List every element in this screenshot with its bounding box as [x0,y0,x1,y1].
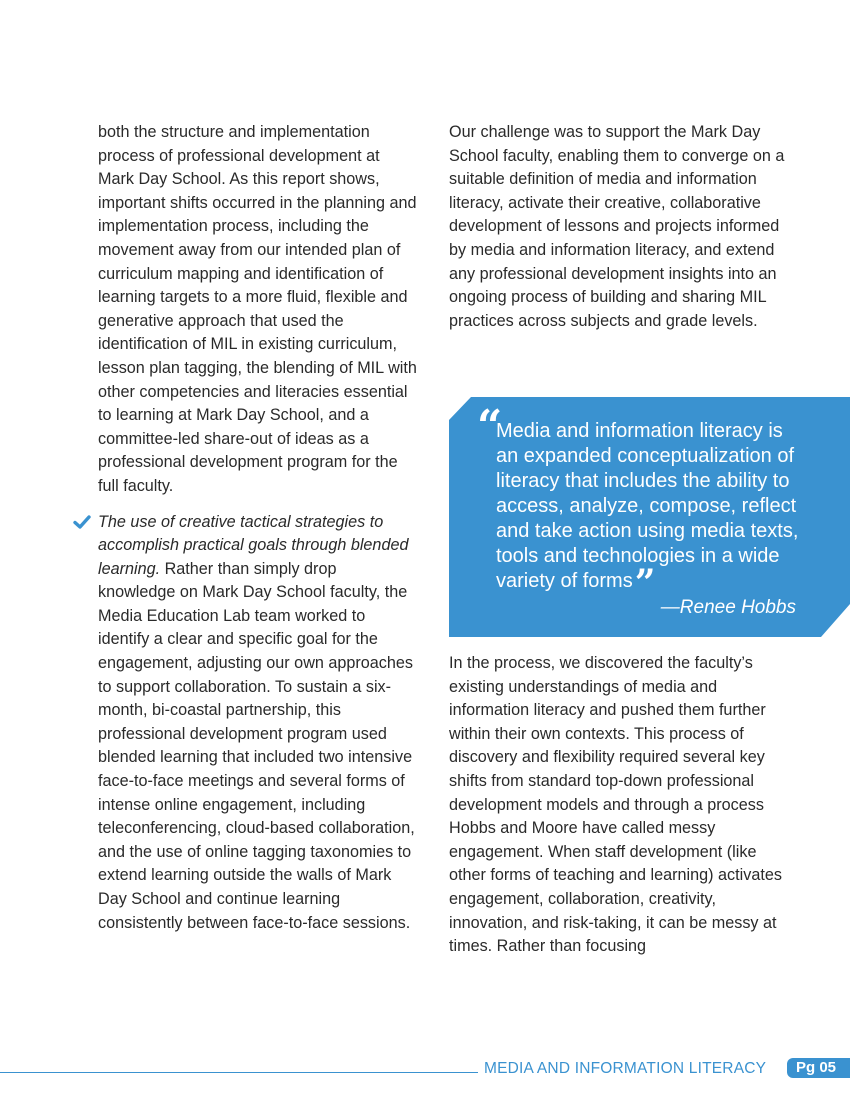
checkmark-icon [73,514,91,530]
right-column-top [449,121,789,333]
pull-quote [449,397,850,637]
footer-rule [0,1072,478,1073]
pull-quote-text: Media and information literacy is an expanded conceptualization of literacy that includes the ability to access, analyze, compose, reflect and take action using media texts, tools and technologies in a wide variety of forms” [496,420,799,604]
left-paragraph-1: both the structure and implementation process of professional development at Mark Day School. As this report shows, important shifts occurred in the planning and implementation process, including the movement away from our intended plan of curriculum mapping and identification of learning targets to a more fluid, flexible and generative approach that used the identification of MIL in existing curriculum, lesson plan tagging, the blending of MIL with other competencies and literacies essential to learning at Mark Day School, and a committee-led share-out of ideas as a professional development program for the full faculty. [98,123,417,495]
bullet-heading: The use of creative tactical strategies to accomplish practical goals through blended learning. [98,512,409,578]
pull-quote-author: —Renee Hobbs [660,597,796,618]
footer-title: MEDIA AND INFORMATION LITERACY [484,1060,767,1077]
left-column [98,121,418,935]
page-number-badge: Pg 05 [787,1058,850,1078]
open-quote-icon: “ [477,401,503,452]
bullet-body: Rather than simply drop knowledge on Mark Day School faculty, the Media Education Lab team worked to identify a clear and specific goal for the engagement, adjusting our own approaches to support collaboration. To sustain a six-month, bi-coastal partnership, this professional development program used blended learning that included two intensive face-to-face meetings and several forms of intense online engagement, including teleconferencing, cloud-based collaboration, and the use of online tagging taxonomies to extend learning outside the walls of Mark Day School and continue learning consistently between face-to-face sessions. [98,559,415,932]
bullet-item [98,511,418,936]
right-paragraph-2: In the process, we discovered the faculty’s existing understandings of media and information literacy and pushed them further within their own contexts. This process of discovery and flexibility required several key shifts from standard top-down professional development models and through a process Hobbs and Moore have called messy engagement. When staff development (like other forms of teaching and learning) activates engagement, collaboration, creativity, innovation, and risk-taking, it can be messy at times. Rather than focusing [449,654,782,956]
pull-quote-body: Media and information literacy is an expanded conceptualization of literacy that includes the ability to access, analyze, compose, reflect and take action using media texts, tools and technologies in a wide variety of forms [496,420,799,592]
right-column-bottom [449,652,789,959]
right-paragraph-1: Our challenge was to support the Mark Day School faculty, enabling them to converge on a suitable definition of media and information literacy, activate their creative, collaborative development of lessons and projects informed by media and information literacy, and extend any professional development insights into an ongoing process of building and sharing MIL practices across subjects and grade levels. [449,123,785,330]
